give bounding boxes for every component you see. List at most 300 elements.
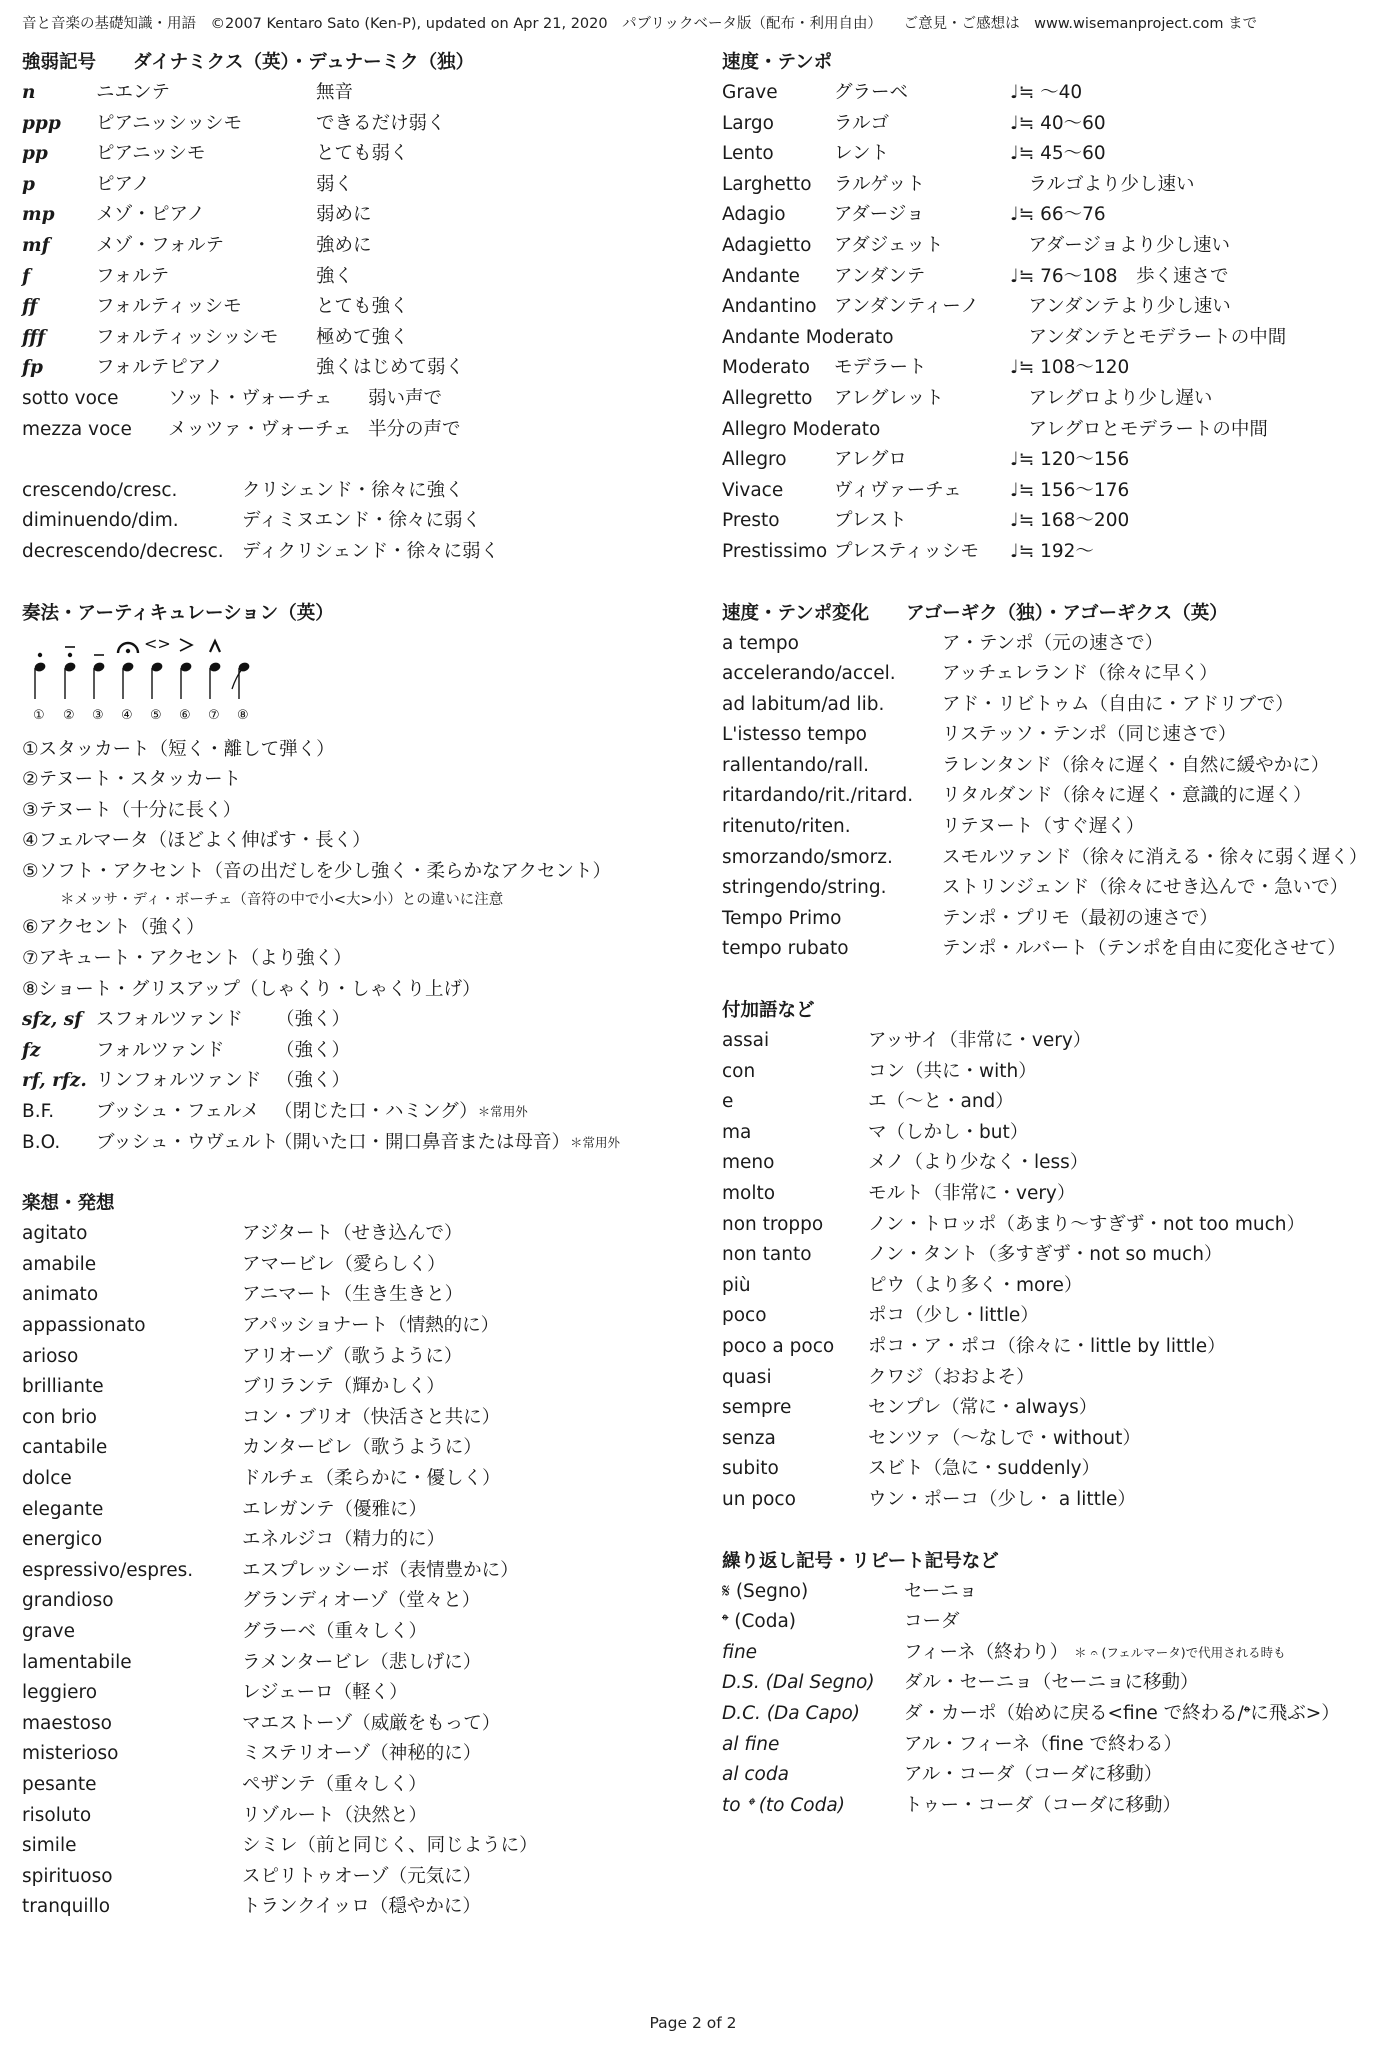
dynamic-kana: メゾ・フォルテ — [96, 234, 225, 256]
dynamic-symbol: ff — [22, 296, 38, 318]
tempo-list — [722, 78, 1372, 568]
dynamic-symbol: fp — [22, 357, 43, 379]
list-item — [22, 1342, 702, 1373]
repeat-term: to 𝄌 (to Coda) — [722, 1794, 845, 1816]
repeat-list — [722, 1577, 1372, 1822]
tempo-change-term: a tempo — [722, 632, 799, 654]
list-item — [22, 231, 702, 262]
tempo-change-desc: リステッソ・テンポ（同じ速さで） — [942, 724, 1237, 746]
expression-term: misterioso — [22, 1743, 119, 1765]
figure-number: ② — [63, 707, 75, 723]
additional-term: con — [722, 1060, 756, 1082]
tempo-change-desc: ア・テンポ（元の速さで） — [942, 632, 1164, 654]
list-item — [722, 476, 1372, 507]
tempo-bpm: ♩≒ 120～156 — [1010, 449, 1130, 471]
dynamic-meaning: 無音 — [316, 82, 354, 103]
list-item — [22, 1586, 702, 1617]
dynamic-symbol: f — [22, 265, 30, 287]
tempo-term: Vivace — [722, 479, 784, 501]
additional-section — [722, 996, 1372, 1516]
list-item — [722, 1791, 1372, 1822]
tempo-kana: ヴィヴァーチェ — [834, 479, 962, 501]
tempo-term: Largo — [722, 112, 774, 134]
tempo-change-section — [722, 599, 1372, 966]
additional-desc: クワジ（おおよそ） — [868, 1366, 1035, 1388]
dynamic-symbol: pp — [22, 143, 48, 165]
tempo-bpm: ♩≒ 45～60 — [1010, 143, 1106, 165]
additional-desc: メノ（より少なく・less） — [868, 1152, 1089, 1174]
additional-desc: ウン・ポーコ（少し・ a little） — [868, 1488, 1136, 1510]
tempo-change-desc: テンポ・プリモ（最初の速さで） — [942, 907, 1218, 929]
expression-term: espressivo/espres. — [22, 1559, 194, 1581]
list-item — [22, 1495, 702, 1526]
list-item — [22, 1709, 702, 1740]
articulation-symbol: rf, rfz. — [22, 1070, 87, 1092]
dynamic-kana: フォルテピアノ — [96, 357, 224, 379]
figure-number: ⑤ — [150, 707, 162, 723]
expression-desc: ブリランテ（輝かしく） — [242, 1376, 445, 1398]
voice-meaning: 弱い声で — [368, 387, 443, 409]
staccato-mark — [38, 652, 42, 656]
list-item — [22, 1403, 702, 1434]
tempo-change-term: L'istesso tempo — [722, 724, 868, 746]
dynamic-symbol: n — [22, 82, 36, 103]
figure-number: ⑦ — [208, 707, 220, 723]
expression-desc: グランディオーゾ（堂々と） — [242, 1590, 481, 1612]
list-item: ⑥アクセント（強く） — [22, 917, 205, 939]
expression-title: 楽想・発想 — [22, 1193, 115, 1215]
tempo-change-desc: テンポ・ルバート（テンポを自由に変化させて） — [942, 938, 1346, 960]
tempo-term: Andantino — [722, 296, 817, 318]
articulation-meaning: （強く） — [276, 1039, 351, 1061]
list-item — [722, 1363, 1372, 1394]
expression-desc: ミステリオーゾ（神秘的に） — [242, 1743, 482, 1765]
additional-term: più — [722, 1274, 751, 1296]
list-item — [722, 1607, 1372, 1638]
list-item — [22, 1892, 702, 1923]
articulation-kana: リンフォルツァンド — [96, 1070, 262, 1092]
articulation-list-2 — [22, 913, 702, 1005]
additional-list — [722, 1026, 1372, 1516]
list-item — [22, 1556, 702, 1587]
additional-desc: モルト（非常に・very） — [868, 1183, 1076, 1204]
list-item — [22, 1128, 702, 1159]
list-item — [22, 1525, 702, 1556]
expression-desc: エレガンテ（優雅に） — [242, 1498, 428, 1520]
articulation-meaning: （強く） — [276, 1009, 351, 1031]
expression-term: cantabile — [22, 1437, 108, 1459]
gradual-desc: クリシェンド・徐々に強く — [242, 479, 464, 501]
tempo-term: Allegro Moderato — [722, 418, 881, 440]
repeat-desc: コーダ — [904, 1611, 960, 1633]
expression-desc: スピリトゥオーゾ（元気に） — [242, 1865, 482, 1887]
tempo-kana: アレグレット — [834, 387, 944, 409]
tempo-change-title: 速度・テンポ変化 アゴーギク（独）・アゴーギクス（英） — [722, 602, 1228, 624]
expression-term: lamentabile — [22, 1651, 132, 1673]
list-item — [722, 904, 1372, 935]
tempo-change-desc: リタルダンド（徐々に遅く・意識的に遅く） — [942, 785, 1312, 807]
tempo-term: Prestissimo — [722, 540, 828, 562]
expression-desc: グラーベ（重々しく） — [242, 1620, 428, 1642]
dynamics-voice-list — [22, 384, 702, 445]
list-item — [722, 1393, 1372, 1424]
tempo-term: Allegretto — [722, 387, 813, 409]
expression-term: spirituoso — [22, 1865, 113, 1887]
expression-desc: シミレ（前と同じく、同じように） — [242, 1835, 538, 1857]
list-item: ⑦アキュート・アクセント（より強く） — [22, 948, 352, 970]
tempo-section — [722, 48, 1372, 568]
additional-term: senza — [722, 1427, 776, 1449]
voice-meaning: 半分の声で — [368, 418, 461, 440]
repeat-term: fine — [722, 1641, 758, 1663]
list-item — [722, 659, 1372, 690]
tempo-bpm: ♩≒ 108～120 — [1010, 357, 1130, 379]
list-item — [22, 1678, 702, 1709]
dynamic-kana: ピアニッシモ — [96, 143, 206, 165]
list-item — [22, 78, 702, 109]
repeat-desc: フィーネ（終わり） — [904, 1641, 1069, 1663]
list-item — [22, 1250, 702, 1281]
voice-kana: ソット・ヴォーチェ — [168, 387, 333, 409]
list-item — [22, 292, 702, 323]
list-item: ③テヌート（十分に長く） — [22, 799, 242, 821]
page-header: 音と音楽の基礎知識・用語 ©2007 Kentaro Sato (Ken-P), updated on Apr 21, 2020 パブリックベータ版（配布・利用自由） ご意見・ご感想は www.wisemanproject.com まで — [22, 16, 1258, 32]
tempo-kana: プレスティッシモ — [834, 540, 979, 562]
list-item — [722, 1638, 1372, 1669]
additional-term: subito — [722, 1458, 779, 1480]
tempo-bpm: アレグロとモデラートの中間 — [1010, 418, 1268, 440]
list-item — [22, 1219, 702, 1250]
gradual-desc: ディクリシェンド・徐々に弱く — [242, 540, 500, 562]
repeat-section — [722, 1547, 1372, 1822]
list-item — [722, 1699, 1372, 1730]
repeat-desc: ダル・セーニョ（セーニョに移動） — [904, 1672, 1199, 1694]
expression-desc: アパッショナート（情熱的に） — [242, 1315, 500, 1336]
repeat-desc: トゥー・コーダ（コーダに移動） — [904, 1794, 1182, 1816]
vocal-kana: ブッシュ・ウヴェルト — [96, 1131, 279, 1153]
tempo-kana: アンダンティーノ — [834, 296, 979, 318]
tempo-term: Adagio — [722, 204, 786, 226]
expression-desc: トランクイッロ（穏やかに） — [242, 1896, 481, 1918]
repeat-desc: ダ・カーポ（始めに戻る<fine で終わる/𝄌に飛ぶ>） — [904, 1702, 1340, 1724]
dynamic-kana: フォルティッシッシモ — [96, 326, 279, 348]
tempo-term: Larghetto — [722, 173, 812, 195]
tempo-kana: グラーベ — [834, 82, 909, 103]
articulation-kana: スフォルツァンド — [96, 1009, 243, 1031]
tempo-bpm: ♩≒ 66～76 — [1010, 204, 1106, 226]
page-footer: Page 2 of 2 — [649, 2014, 737, 2032]
expression-term: leggiero — [22, 1682, 98, 1704]
repeat-term: al coda — [722, 1764, 789, 1786]
expression-desc: アマービレ（愛らしく） — [242, 1253, 446, 1275]
dynamics-list — [22, 78, 702, 384]
tempo-title: 速度・テンポ — [722, 52, 833, 73]
tempo-kana: アンダンテ — [834, 265, 926, 287]
dynamics-gradual-list — [22, 476, 702, 568]
repeat-term: 𝄌 (Coda) — [722, 1611, 797, 1633]
expression-term: maestoso — [22, 1712, 112, 1734]
expression-desc: ラメンタービレ（悲しげに） — [242, 1651, 482, 1673]
expression-term: simile — [22, 1835, 77, 1857]
dynamic-kana: メゾ・ピアノ — [96, 204, 205, 226]
dynamic-kana: ピアノ — [96, 173, 151, 195]
articulation-section — [22, 599, 702, 1159]
vocal-term: B.O. — [22, 1131, 61, 1153]
dynamic-symbol: p — [22, 173, 35, 195]
expression-desc: アジタート（せき込んで） — [242, 1223, 463, 1245]
tempo-bpm: アレグロより少し遅い — [1010, 387, 1213, 409]
marcato-mark — [210, 641, 220, 652]
additional-term: sempre — [722, 1397, 792, 1419]
right-column — [722, 48, 1372, 1852]
additional-desc: ポコ（少し・little） — [868, 1305, 1039, 1327]
list-item — [722, 200, 1372, 231]
additional-desc: スビト（急に・suddenly） — [868, 1458, 1101, 1480]
list-item: ⑤ソフト・アクセント（音の出だしを少し強く・柔らかなアクセント） — [22, 860, 611, 882]
tempo-change-term: Tempo Primo — [722, 907, 842, 929]
staccato-mark — [68, 652, 72, 656]
expression-desc: ペザンテ（重々しく） — [242, 1773, 427, 1795]
list-item — [22, 1739, 702, 1770]
tempo-kana: アレグロ — [834, 449, 907, 471]
list-item — [22, 109, 702, 140]
expression-term: dolce — [22, 1467, 72, 1489]
expression-desc: ドルチェ（柔らかに・優しく） — [242, 1467, 501, 1489]
list-item — [22, 506, 702, 537]
expression-term: grave — [22, 1620, 76, 1642]
repeat-desc: アル・コーダ（コーダに移動） — [904, 1764, 1163, 1786]
list-item — [722, 78, 1372, 109]
gliss-mark — [232, 669, 242, 689]
list-item — [722, 1148, 1372, 1179]
articulation-meaning: （強く） — [276, 1070, 351, 1092]
list-item — [722, 690, 1372, 721]
list-item — [22, 1372, 702, 1403]
articulation-notes-figure — [22, 633, 362, 733]
dynamic-symbol: fff — [22, 326, 46, 348]
tempo-term: Adagietto — [722, 234, 812, 256]
tempo-change-desc: スモルツァンド（徐々に消える・徐々に弱く遅く） — [942, 846, 1368, 868]
dynamic-kana: フォルテ — [96, 265, 170, 287]
list-item — [722, 1118, 1372, 1149]
list-item — [22, 323, 702, 354]
dynamic-meaning: 弱く — [316, 173, 354, 195]
figure-number: ① — [33, 707, 45, 723]
list-item — [722, 415, 1372, 446]
tempo-change-term: ritenuto/riten. — [722, 816, 851, 838]
list-item — [722, 1301, 1372, 1332]
list-item — [722, 1760, 1372, 1791]
articulation-symbol: fz — [22, 1039, 41, 1061]
vocal-term: B.F. — [22, 1101, 55, 1123]
tempo-bpm: ♩≒ ～40 — [1010, 82, 1083, 103]
list-item — [22, 353, 702, 384]
expression-term: risoluto — [22, 1804, 92, 1826]
additional-term: assai — [722, 1030, 770, 1052]
list-item — [722, 1730, 1372, 1761]
tempo-change-desc: リテヌート（すぐ遅く） — [942, 816, 1145, 838]
expression-list — [22, 1219, 702, 1923]
tempo-change-desc: ストリンジェンド（徐々にせき込んで・急いで） — [942, 877, 1349, 899]
vocal-kana: ブッシュ・フェルメ — [96, 1101, 260, 1123]
tempo-change-desc: ラレンタンド（徐々に遅く・自然に緩やかに） — [942, 754, 1330, 776]
list-item — [22, 1862, 702, 1893]
articulation-subnote: ＊メッサ・ディ・ボーチェ（音符の中で小<大>小）との違いに注意 — [60, 892, 504, 909]
list-item — [22, 1801, 702, 1832]
additional-desc: センプレ（常に・always） — [868, 1397, 1098, 1419]
figure-number: ③ — [92, 707, 104, 723]
additional-desc: センツァ（～なしで・without） — [868, 1427, 1141, 1449]
tempo-bpm: ♩≒ 192～ — [1010, 540, 1094, 562]
additional-title: 付加語など — [722, 1000, 815, 1022]
list-item — [722, 873, 1372, 904]
tempo-bpm: アンダンテより少し速い — [1010, 296, 1231, 318]
dynamic-meaning: 強くはじめて弱く — [316, 357, 465, 379]
tempo-bpm: ♩≒ 76～108 歩く速さで — [1010, 265, 1229, 287]
tempo-term: Presto — [722, 510, 780, 532]
tempo-kana: アダージョ — [834, 204, 925, 226]
tempo-term: Andante Moderato — [722, 326, 894, 348]
dynamic-kana: フォルティッシモ — [96, 296, 242, 318]
list-item — [722, 812, 1372, 843]
accent-mark — [180, 639, 192, 651]
list-item — [22, 262, 702, 293]
tempo-term: Lento — [722, 143, 774, 165]
dynamics-section — [22, 48, 702, 568]
list-item — [722, 384, 1372, 415]
tempo-kana: ラルゴ — [834, 112, 889, 134]
additional-term: un poco — [722, 1488, 796, 1510]
list-item — [22, 384, 702, 415]
tempo-bpm: ♩≒ 156～176 — [1010, 479, 1130, 501]
voice-kana: メッツァ・ヴォーチェ — [168, 418, 352, 440]
figure-number: ⑧ — [237, 707, 249, 723]
tempo-kana — [834, 415, 1010, 446]
additional-term: molto — [722, 1183, 776, 1204]
list-item — [22, 1066, 702, 1097]
expression-term: brilliante — [22, 1376, 104, 1398]
list-item: ②テヌート・スタッカート — [22, 769, 242, 791]
list-item — [722, 1210, 1372, 1241]
list-item — [722, 323, 1372, 354]
expression-term: elegante — [22, 1498, 104, 1520]
additional-term: quasi — [722, 1366, 772, 1388]
list-item — [722, 506, 1372, 537]
list-item — [722, 231, 1372, 262]
list-item — [722, 1057, 1372, 1088]
dynamic-kana: ニエンテ — [96, 82, 171, 103]
articulation-title: 奏法・アーティキュレーション（英） — [22, 602, 334, 624]
list-item — [722, 1271, 1372, 1302]
list-item — [722, 353, 1372, 384]
tempo-bpm: アダージョより少し速い — [1010, 234, 1230, 256]
expression-term: appassionato — [22, 1315, 146, 1336]
list-item — [722, 170, 1372, 201]
list-item — [722, 1087, 1372, 1118]
additional-term: non troppo — [722, 1213, 824, 1235]
left-column — [22, 48, 702, 1954]
tempo-term: Moderato — [722, 357, 810, 379]
list-item — [722, 1026, 1372, 1057]
additional-term: e — [722, 1091, 734, 1113]
dynamics-title: 強弱記号 ダイナミクス（英）・デュナーミク（独） — [22, 52, 475, 73]
list-item — [722, 1485, 1372, 1516]
additional-desc: ノン・トロッポ（あまり～すぎず・not too much） — [868, 1213, 1305, 1235]
expression-desc: アリオーゾ（歌うように） — [242, 1345, 463, 1367]
list-item — [722, 1668, 1372, 1699]
list-item — [22, 1097, 702, 1128]
list-item — [722, 445, 1372, 476]
list-item — [22, 1311, 702, 1342]
additional-desc: ピウ（より多く・more） — [868, 1274, 1083, 1296]
list-item — [22, 1280, 702, 1311]
list-item — [22, 170, 702, 201]
articulation-symbol: sfz, sf — [22, 1009, 83, 1031]
expression-term: pesante — [22, 1773, 97, 1795]
vocal-meaning: （閉じた口・ハミング） — [274, 1101, 478, 1123]
articulation-vocal-list — [22, 1097, 702, 1158]
expression-term: arioso — [22, 1345, 79, 1367]
tempo-change-term: accelerando/accel. — [722, 663, 896, 685]
list-item — [722, 781, 1372, 812]
tempo-term: Allegro — [722, 449, 787, 471]
additional-desc: マ（しかし・but） — [868, 1121, 1029, 1143]
soft-accent-mark: <> — [144, 633, 171, 653]
list-item — [722, 537, 1372, 568]
additional-term: poco a poco — [722, 1335, 835, 1357]
repeat-desc: アル・フィーネ（fine で終わる） — [904, 1733, 1182, 1755]
additional-term: meno — [722, 1152, 775, 1174]
list-item — [722, 1240, 1372, 1271]
articulation-kana: フォルツァンド — [96, 1039, 225, 1061]
tempo-term: Andante — [722, 265, 800, 287]
additional-desc: ポコ・ア・ポコ（徐々に・little by little） — [868, 1335, 1226, 1357]
tempo-change-term: stringendo/string. — [722, 877, 887, 899]
list-item — [22, 1005, 702, 1036]
fermata-dot — [126, 648, 130, 652]
expression-desc: リゾルート（決然と） — [242, 1804, 428, 1826]
tempo-term: Grave — [722, 82, 778, 103]
expression-section — [22, 1189, 702, 1923]
tempo-change-term: ad labitum/ad lib. — [722, 693, 885, 715]
list-item — [22, 1770, 702, 1801]
tempo-change-desc: アド・リビトゥム（自由に・アドリブで） — [942, 693, 1294, 715]
expression-desc: エスプレッシーボ（表情豊かに） — [242, 1559, 519, 1581]
dynamic-meaning: 強めに — [316, 234, 372, 256]
dynamic-symbol: ppp — [22, 112, 61, 134]
repeat-term: D.S. (Dal Segno) — [722, 1672, 875, 1694]
expression-term: amabile — [22, 1253, 97, 1275]
dynamic-meaning: とても強く — [316, 296, 409, 318]
voice-term: sotto voce — [22, 387, 119, 409]
additional-desc: コン（共に・with） — [868, 1060, 1037, 1082]
list-item — [22, 200, 702, 231]
list-item — [722, 139, 1372, 170]
list-item: ⑧ショート・グリスアップ（しゃくり・しゃくり上げ） — [22, 978, 481, 1000]
list-item — [722, 751, 1372, 782]
list-item — [22, 139, 702, 170]
expression-term: tranquillo — [22, 1896, 111, 1918]
list-item — [22, 415, 702, 446]
additional-desc: アッサイ（非常に・very） — [868, 1030, 1092, 1052]
tempo-kana — [834, 323, 1010, 354]
vocal-meaning: （開いた口・開口鼻音または母音） — [274, 1131, 571, 1153]
expression-desc: カンタービレ（歌うように） — [242, 1437, 482, 1459]
list-item — [22, 1464, 702, 1495]
list-item — [722, 720, 1372, 751]
list-item — [722, 1424, 1372, 1455]
expression-term: con brio — [22, 1406, 97, 1428]
